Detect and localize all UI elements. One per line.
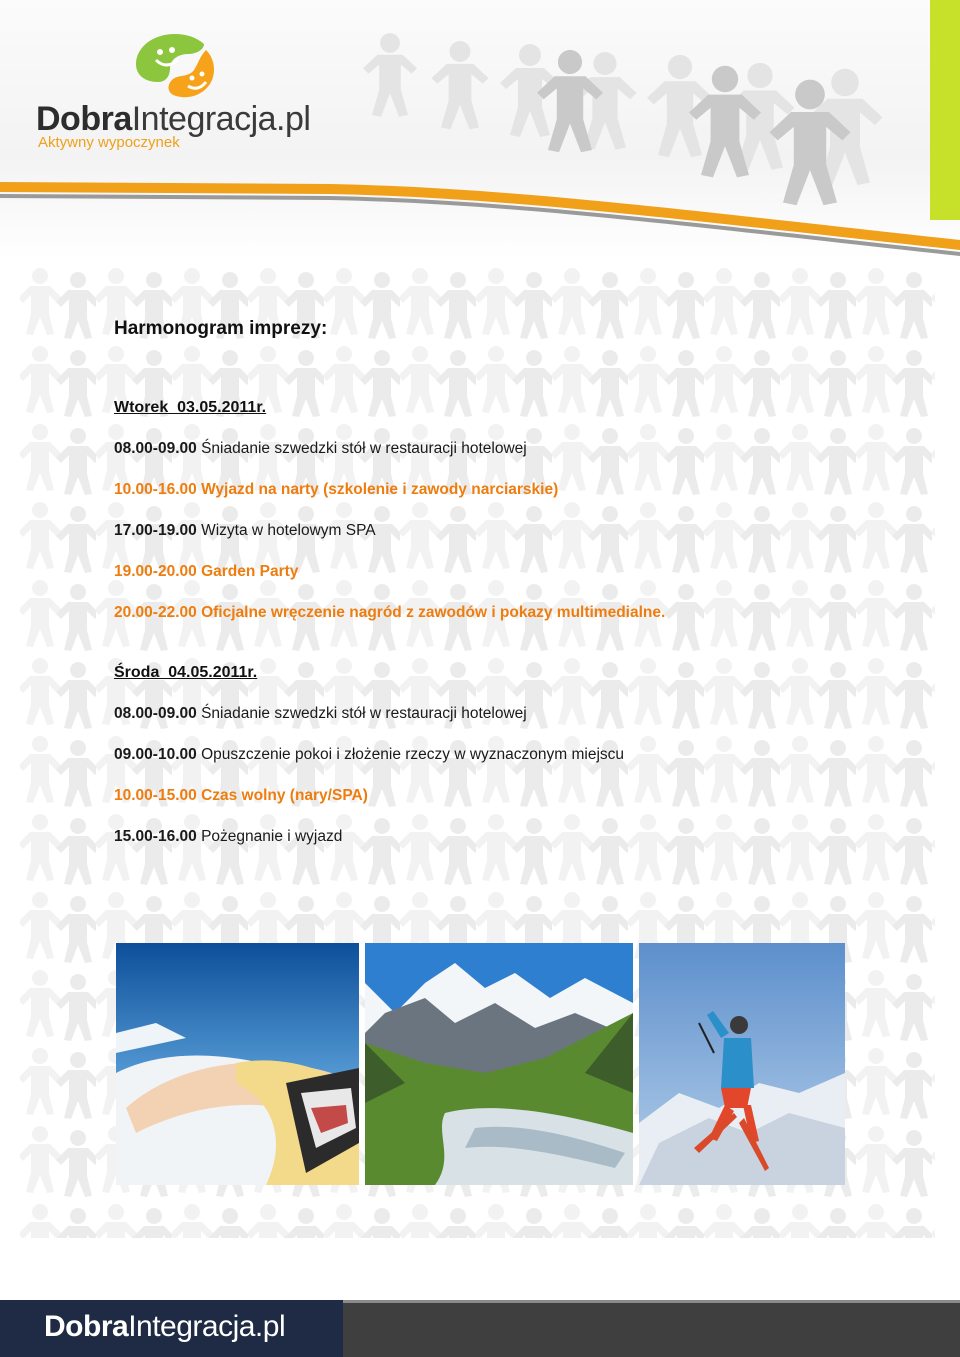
- entry-time: 19.00-20.00: [114, 563, 197, 580]
- entry-desc: Oficjalne wręczenie nagród z zawodów i pokazy multimedialne.: [201, 604, 666, 621]
- logo-bold-part: Dobra: [36, 100, 132, 138]
- smiley-logo-icon: [130, 28, 220, 103]
- footer-logo-bold: Dobra: [44, 1310, 129, 1343]
- entry-time: 10.00-16.00: [114, 481, 197, 498]
- schedule-entry: [114, 520, 914, 542]
- entry-time: 15.00-16.00: [114, 828, 197, 845]
- schedule-content: [114, 316, 914, 848]
- entry-time: 08.00-09.00: [114, 440, 197, 457]
- day-heading-wednesday: Środa 04.05.2011r.: [114, 664, 258, 681]
- logo-light-part: Integracja.pl: [131, 100, 311, 138]
- schedule-entry: [114, 785, 914, 807]
- entry-desc: Pożegnanie i wyjazd: [201, 828, 343, 845]
- day-heading-tuesday: Wtorek 03.05.2011r.: [114, 399, 267, 416]
- entry-time: 10.00-15.00: [114, 787, 197, 804]
- entry-desc: Opuszczenie pokoi i złożenie rzeczy w wyznaczonym miejscu: [201, 746, 625, 763]
- entry-desc: Śniadanie szwedzki stół w restauracji hotelowej: [201, 705, 527, 722]
- entry-desc: Śniadanie szwedzki stół w restauracji hotelowej: [201, 440, 527, 457]
- entry-desc: Wizyta w hotelowym SPA: [201, 522, 376, 539]
- photo-freestyle-skier: [639, 943, 845, 1185]
- orange-swoosh-stripe: [0, 170, 960, 260]
- schedule-entry: [114, 602, 914, 624]
- entry-desc: Wyjazd na narty (szkolenie i zawody narciarskie): [201, 481, 559, 498]
- page-header: [0, 0, 960, 260]
- page-footer: [0, 1300, 960, 1357]
- entry-time: 17.00-19.00: [114, 522, 197, 539]
- schedule-entry: [114, 479, 914, 501]
- entry-desc: Garden Party: [201, 563, 299, 580]
- schedule-entry: [114, 826, 914, 848]
- entry-desc: Czas wolny (nary/SPA): [201, 787, 368, 804]
- schedule-entry: [114, 744, 914, 766]
- schedule-entry: [114, 438, 914, 460]
- footer-divider: [343, 1300, 960, 1303]
- photo-woman-sunbathing-snow: [116, 943, 359, 1185]
- page-title: Harmonogram imprezy:: [114, 318, 328, 339]
- footer-logo-text: [44, 1310, 285, 1344]
- footer-logo-light: Integracja.pl: [128, 1310, 286, 1343]
- entry-time: 20.00-22.00: [114, 604, 197, 621]
- schedule-entry: [114, 703, 914, 725]
- schedule-entry: [114, 561, 914, 583]
- photo-mountain-stream: [365, 943, 633, 1185]
- entry-time: 09.00-10.00: [114, 746, 197, 763]
- entry-time: 08.00-09.00: [114, 705, 197, 722]
- logo-tagline: Aktywny wypoczynek: [38, 134, 180, 151]
